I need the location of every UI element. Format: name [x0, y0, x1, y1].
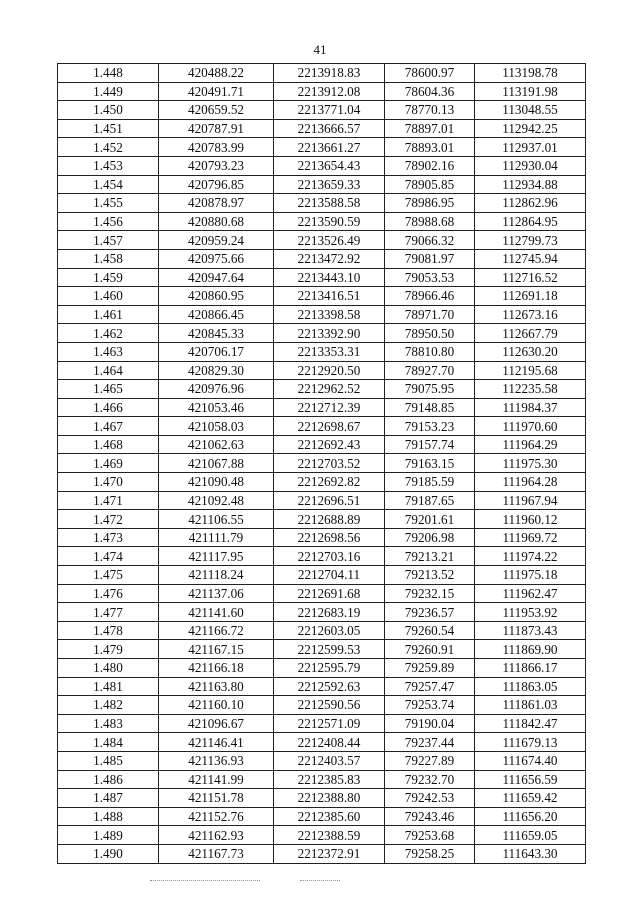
- table-row: [58, 751, 586, 770]
- coord-x-cell: 421111.79: [159, 528, 274, 547]
- coord-y-cell: 2213398.58: [274, 305, 385, 324]
- table-row: [58, 231, 586, 250]
- point-id-cell: 1.456: [58, 212, 159, 231]
- coordinates-table: [57, 63, 586, 864]
- point-id-cell: 1.448: [58, 64, 159, 83]
- local-x-cell: 79185.59: [385, 473, 475, 492]
- point-id-cell: 1.463: [58, 342, 159, 361]
- coord-x-cell: 421162.93: [159, 826, 274, 845]
- point-id-cell: 1.459: [58, 268, 159, 287]
- point-id-cell: 1.453: [58, 156, 159, 175]
- local-x-cell: 79257.47: [385, 677, 475, 696]
- coord-y-cell: 2212698.56: [274, 528, 385, 547]
- coord-x-cell: 421062.63: [159, 435, 274, 454]
- point-id-cell: 1.462: [58, 324, 159, 343]
- coord-y-cell: 2212590.56: [274, 696, 385, 715]
- coord-y-cell: 2212595.79: [274, 659, 385, 678]
- coord-x-cell: 421151.78: [159, 789, 274, 808]
- table-row: [58, 603, 586, 622]
- point-id-cell: 1.476: [58, 584, 159, 603]
- table-row: [58, 491, 586, 510]
- table-row: [58, 844, 586, 863]
- local-x-cell: 79075.95: [385, 380, 475, 399]
- table-row: [58, 287, 586, 306]
- local-y-cell: 111974.22: [475, 547, 586, 566]
- coord-y-cell: 2212403.57: [274, 751, 385, 770]
- coord-y-cell: 2213659.33: [274, 175, 385, 194]
- point-id-cell: 1.478: [58, 621, 159, 640]
- local-y-cell: 112864.95: [475, 212, 586, 231]
- coord-x-cell: 420783.99: [159, 138, 274, 157]
- coord-x-cell: 421167.73: [159, 844, 274, 863]
- footer-rule: [150, 880, 260, 881]
- table-row: [58, 194, 586, 213]
- coord-x-cell: 420491.71: [159, 82, 274, 101]
- local-x-cell: 79053.53: [385, 268, 475, 287]
- coord-y-cell: 2212688.89: [274, 510, 385, 529]
- local-y-cell: 111659.42: [475, 789, 586, 808]
- coord-y-cell: 2213912.08: [274, 82, 385, 101]
- table-row: [58, 789, 586, 808]
- coord-x-cell: 421090.48: [159, 473, 274, 492]
- local-x-cell: 78902.16: [385, 156, 475, 175]
- coord-x-cell: 420488.22: [159, 64, 274, 83]
- local-x-cell: 78600.97: [385, 64, 475, 83]
- local-x-cell: 78604.36: [385, 82, 475, 101]
- table-row: [58, 696, 586, 715]
- coord-y-cell: 2212962.52: [274, 380, 385, 399]
- point-id-cell: 1.485: [58, 751, 159, 770]
- table-row: [58, 417, 586, 436]
- coord-x-cell: 421118.24: [159, 566, 274, 585]
- coord-y-cell: 2213918.83: [274, 64, 385, 83]
- point-id-cell: 1.464: [58, 361, 159, 380]
- point-id-cell: 1.488: [58, 807, 159, 826]
- coord-x-cell: 421167.15: [159, 640, 274, 659]
- table-row: [58, 380, 586, 399]
- table-row: [58, 212, 586, 231]
- local-y-cell: 111863.05: [475, 677, 586, 696]
- local-y-cell: 113048.55: [475, 101, 586, 120]
- local-x-cell: 78971.70: [385, 305, 475, 324]
- local-y-cell: 112942.25: [475, 119, 586, 138]
- local-y-cell: 112673.16: [475, 305, 586, 324]
- local-y-cell: 111656.20: [475, 807, 586, 826]
- coord-x-cell: 420860.95: [159, 287, 274, 306]
- point-id-cell: 1.468: [58, 435, 159, 454]
- coord-y-cell: 2212691.68: [274, 584, 385, 603]
- local-x-cell: 78950.50: [385, 324, 475, 343]
- table-row: [58, 342, 586, 361]
- local-x-cell: 79213.52: [385, 566, 475, 585]
- coordinates-table-body: [58, 64, 586, 864]
- local-y-cell: 112937.01: [475, 138, 586, 157]
- table-row: [58, 714, 586, 733]
- local-x-cell: 79236.57: [385, 603, 475, 622]
- local-y-cell: 111969.72: [475, 528, 586, 547]
- coord-x-cell: 421058.03: [159, 417, 274, 436]
- local-y-cell: 111873.43: [475, 621, 586, 640]
- local-x-cell: 79157.74: [385, 435, 475, 454]
- coord-x-cell: 421092.48: [159, 491, 274, 510]
- local-x-cell: 78927.70: [385, 361, 475, 380]
- table-row: [58, 249, 586, 268]
- coord-y-cell: 2212603.05: [274, 621, 385, 640]
- local-x-cell: 78986.95: [385, 194, 475, 213]
- point-id-cell: 1.450: [58, 101, 159, 120]
- coord-x-cell: 421166.72: [159, 621, 274, 640]
- table-row: [58, 584, 586, 603]
- coord-y-cell: 2212692.43: [274, 435, 385, 454]
- coord-y-cell: 2213353.31: [274, 342, 385, 361]
- local-x-cell: 78810.80: [385, 342, 475, 361]
- coord-y-cell: 2212704.11: [274, 566, 385, 585]
- coord-y-cell: 2213654.43: [274, 156, 385, 175]
- local-y-cell: 111964.29: [475, 435, 586, 454]
- point-id-cell: 1.482: [58, 696, 159, 715]
- local-y-cell: 112799.73: [475, 231, 586, 250]
- coord-x-cell: 420793.23: [159, 156, 274, 175]
- coord-x-cell: 420880.68: [159, 212, 274, 231]
- coord-x-cell: 421146.41: [159, 733, 274, 752]
- local-y-cell: 111866.17: [475, 659, 586, 678]
- table-row: [58, 454, 586, 473]
- coord-x-cell: 420706.17: [159, 342, 274, 361]
- table-row: [58, 305, 586, 324]
- local-x-cell: 79243.46: [385, 807, 475, 826]
- point-id-cell: 1.486: [58, 770, 159, 789]
- local-x-cell: 79260.91: [385, 640, 475, 659]
- coord-y-cell: 2212692.82: [274, 473, 385, 492]
- table-row: [58, 82, 586, 101]
- local-y-cell: 111967.94: [475, 491, 586, 510]
- coord-y-cell: 2213472.92: [274, 249, 385, 268]
- point-id-cell: 1.461: [58, 305, 159, 324]
- local-x-cell: 79260.54: [385, 621, 475, 640]
- coord-x-cell: 420829.30: [159, 361, 274, 380]
- coord-x-cell: 421067.88: [159, 454, 274, 473]
- coord-y-cell: 2212372.91: [274, 844, 385, 863]
- coord-x-cell: 420659.52: [159, 101, 274, 120]
- coord-y-cell: 2212592.63: [274, 677, 385, 696]
- coord-y-cell: 2212408.44: [274, 733, 385, 752]
- table-row: [58, 101, 586, 120]
- point-id-cell: 1.490: [58, 844, 159, 863]
- point-id-cell: 1.460: [58, 287, 159, 306]
- local-y-cell: 112930.04: [475, 156, 586, 175]
- point-id-cell: 1.475: [58, 566, 159, 585]
- table-row: [58, 64, 586, 83]
- point-id-cell: 1.472: [58, 510, 159, 529]
- coord-y-cell: 2213526.49: [274, 231, 385, 250]
- table-row: [58, 398, 586, 417]
- coord-x-cell: 420959.24: [159, 231, 274, 250]
- local-y-cell: 111674.40: [475, 751, 586, 770]
- coord-x-cell: 420845.33: [159, 324, 274, 343]
- page-number: 41: [313, 42, 327, 57]
- table-row: [58, 324, 586, 343]
- local-y-cell: 111679.13: [475, 733, 586, 752]
- local-x-cell: 79081.97: [385, 249, 475, 268]
- local-x-cell: 79227.89: [385, 751, 475, 770]
- coord-x-cell: 421053.46: [159, 398, 274, 417]
- point-id-cell: 1.469: [58, 454, 159, 473]
- table-row: [58, 566, 586, 585]
- table-row: [58, 156, 586, 175]
- local-x-cell: 79148.85: [385, 398, 475, 417]
- local-x-cell: 78893.01: [385, 138, 475, 157]
- local-x-cell: 79187.65: [385, 491, 475, 510]
- local-y-cell: 112716.52: [475, 268, 586, 287]
- coord-y-cell: 2212683.19: [274, 603, 385, 622]
- coord-x-cell: 421117.95: [159, 547, 274, 566]
- local-x-cell: 79258.25: [385, 844, 475, 863]
- table-row: [58, 659, 586, 678]
- coord-y-cell: 2212698.67: [274, 417, 385, 436]
- coord-y-cell: 2213392.90: [274, 324, 385, 343]
- table-row: [58, 473, 586, 492]
- coord-x-cell: 421141.99: [159, 770, 274, 789]
- coord-y-cell: 2213666.57: [274, 119, 385, 138]
- coord-x-cell: 421160.10: [159, 696, 274, 715]
- coord-y-cell: 2213588.58: [274, 194, 385, 213]
- coord-y-cell: 2213661.27: [274, 138, 385, 157]
- local-x-cell: 79253.68: [385, 826, 475, 845]
- local-y-cell: 112235.58: [475, 380, 586, 399]
- local-y-cell: 111659.05: [475, 826, 586, 845]
- local-y-cell: 112630.20: [475, 342, 586, 361]
- coord-y-cell: 2212703.16: [274, 547, 385, 566]
- coord-x-cell: 421136.93: [159, 751, 274, 770]
- local-x-cell: 79153.23: [385, 417, 475, 436]
- local-y-cell: 112934.88: [475, 175, 586, 194]
- point-id-cell: 1.487: [58, 789, 159, 808]
- local-y-cell: 111656.59: [475, 770, 586, 789]
- coord-x-cell: 421152.76: [159, 807, 274, 826]
- point-id-cell: 1.471: [58, 491, 159, 510]
- table-row: [58, 547, 586, 566]
- local-x-cell: 79213.21: [385, 547, 475, 566]
- local-y-cell: 111861.03: [475, 696, 586, 715]
- table-row: [58, 807, 586, 826]
- coord-x-cell: 420947.64: [159, 268, 274, 287]
- local-y-cell: 111975.30: [475, 454, 586, 473]
- point-id-cell: 1.465: [58, 380, 159, 399]
- local-y-cell: 113191.98: [475, 82, 586, 101]
- coord-x-cell: 420796.85: [159, 175, 274, 194]
- table-row: [58, 826, 586, 845]
- coord-y-cell: 2212703.52: [274, 454, 385, 473]
- local-y-cell: 112691.18: [475, 287, 586, 306]
- table-row: [58, 119, 586, 138]
- table-row: [58, 677, 586, 696]
- table-row: [58, 175, 586, 194]
- table-row: [58, 640, 586, 659]
- local-x-cell: 79232.70: [385, 770, 475, 789]
- local-x-cell: 78966.46: [385, 287, 475, 306]
- local-x-cell: 79237.44: [385, 733, 475, 752]
- local-x-cell: 78770.13: [385, 101, 475, 120]
- point-id-cell: 1.474: [58, 547, 159, 566]
- point-id-cell: 1.466: [58, 398, 159, 417]
- coord-y-cell: 2212388.80: [274, 789, 385, 808]
- local-x-cell: 78905.85: [385, 175, 475, 194]
- table-row: [58, 621, 586, 640]
- coord-y-cell: 2212696.51: [274, 491, 385, 510]
- coord-y-cell: 2213443.10: [274, 268, 385, 287]
- coord-y-cell: 2212385.83: [274, 770, 385, 789]
- local-x-cell: 79206.98: [385, 528, 475, 547]
- local-x-cell: 79066.32: [385, 231, 475, 250]
- coord-x-cell: 421137.06: [159, 584, 274, 603]
- coord-x-cell: 421141.60: [159, 603, 274, 622]
- coord-x-cell: 420878.97: [159, 194, 274, 213]
- point-id-cell: 1.480: [58, 659, 159, 678]
- local-y-cell: 111842.47: [475, 714, 586, 733]
- point-id-cell: 1.467: [58, 417, 159, 436]
- local-x-cell: 79259.89: [385, 659, 475, 678]
- point-id-cell: 1.454: [58, 175, 159, 194]
- local-x-cell: 79232.15: [385, 584, 475, 603]
- coord-y-cell: 2212599.53: [274, 640, 385, 659]
- point-id-cell: 1.455: [58, 194, 159, 213]
- point-id-cell: 1.458: [58, 249, 159, 268]
- coord-x-cell: 421166.18: [159, 659, 274, 678]
- local-x-cell: 79242.53: [385, 789, 475, 808]
- local-y-cell: 112195.68: [475, 361, 586, 380]
- local-x-cell: 78897.01: [385, 119, 475, 138]
- coord-y-cell: 2213771.04: [274, 101, 385, 120]
- local-x-cell: 79190.04: [385, 714, 475, 733]
- local-y-cell: 113198.78: [475, 64, 586, 83]
- point-id-cell: 1.470: [58, 473, 159, 492]
- coord-x-cell: 420976.96: [159, 380, 274, 399]
- table-row: [58, 435, 586, 454]
- coord-x-cell: 420866.45: [159, 305, 274, 324]
- point-id-cell: 1.481: [58, 677, 159, 696]
- footer-rule-short: [300, 880, 340, 881]
- local-y-cell: 111975.18: [475, 566, 586, 585]
- local-y-cell: 112745.94: [475, 249, 586, 268]
- local-x-cell: 79163.15: [385, 454, 475, 473]
- local-x-cell: 79253.74: [385, 696, 475, 715]
- coord-y-cell: 2212571.09: [274, 714, 385, 733]
- point-id-cell: 1.484: [58, 733, 159, 752]
- table-row: [58, 510, 586, 529]
- coord-x-cell: 421163.80: [159, 677, 274, 696]
- local-y-cell: 111643.30: [475, 844, 586, 863]
- coord-x-cell: 421106.55: [159, 510, 274, 529]
- coord-y-cell: 2213416.51: [274, 287, 385, 306]
- coord-y-cell: 2212385.60: [274, 807, 385, 826]
- coord-y-cell: 2212712.39: [274, 398, 385, 417]
- point-id-cell: 1.452: [58, 138, 159, 157]
- point-id-cell: 1.457: [58, 231, 159, 250]
- coord-y-cell: 2213590.59: [274, 212, 385, 231]
- local-x-cell: 78988.68: [385, 212, 475, 231]
- table-row: [58, 733, 586, 752]
- point-id-cell: 1.483: [58, 714, 159, 733]
- point-id-cell: 1.489: [58, 826, 159, 845]
- local-y-cell: 111970.60: [475, 417, 586, 436]
- local-y-cell: 111962.47: [475, 584, 586, 603]
- table-row: [58, 770, 586, 789]
- local-y-cell: 111984.37: [475, 398, 586, 417]
- local-y-cell: 112862.96: [475, 194, 586, 213]
- point-id-cell: 1.449: [58, 82, 159, 101]
- local-y-cell: 112667.79: [475, 324, 586, 343]
- coord-x-cell: 420787.91: [159, 119, 274, 138]
- point-id-cell: 1.451: [58, 119, 159, 138]
- coord-x-cell: 420975.66: [159, 249, 274, 268]
- point-id-cell: 1.473: [58, 528, 159, 547]
- local-y-cell: 111953.92: [475, 603, 586, 622]
- point-id-cell: 1.479: [58, 640, 159, 659]
- coord-x-cell: 421096.67: [159, 714, 274, 733]
- point-id-cell: 1.477: [58, 603, 159, 622]
- table-row: [58, 268, 586, 287]
- table-row: [58, 138, 586, 157]
- table-row: [58, 528, 586, 547]
- local-x-cell: 79201.61: [385, 510, 475, 529]
- local-y-cell: 111960.12: [475, 510, 586, 529]
- coord-y-cell: 2212388.59: [274, 826, 385, 845]
- table-row: [58, 361, 586, 380]
- local-y-cell: 111869.90: [475, 640, 586, 659]
- coord-y-cell: 2212920.50: [274, 361, 385, 380]
- local-y-cell: 111964.28: [475, 473, 586, 492]
